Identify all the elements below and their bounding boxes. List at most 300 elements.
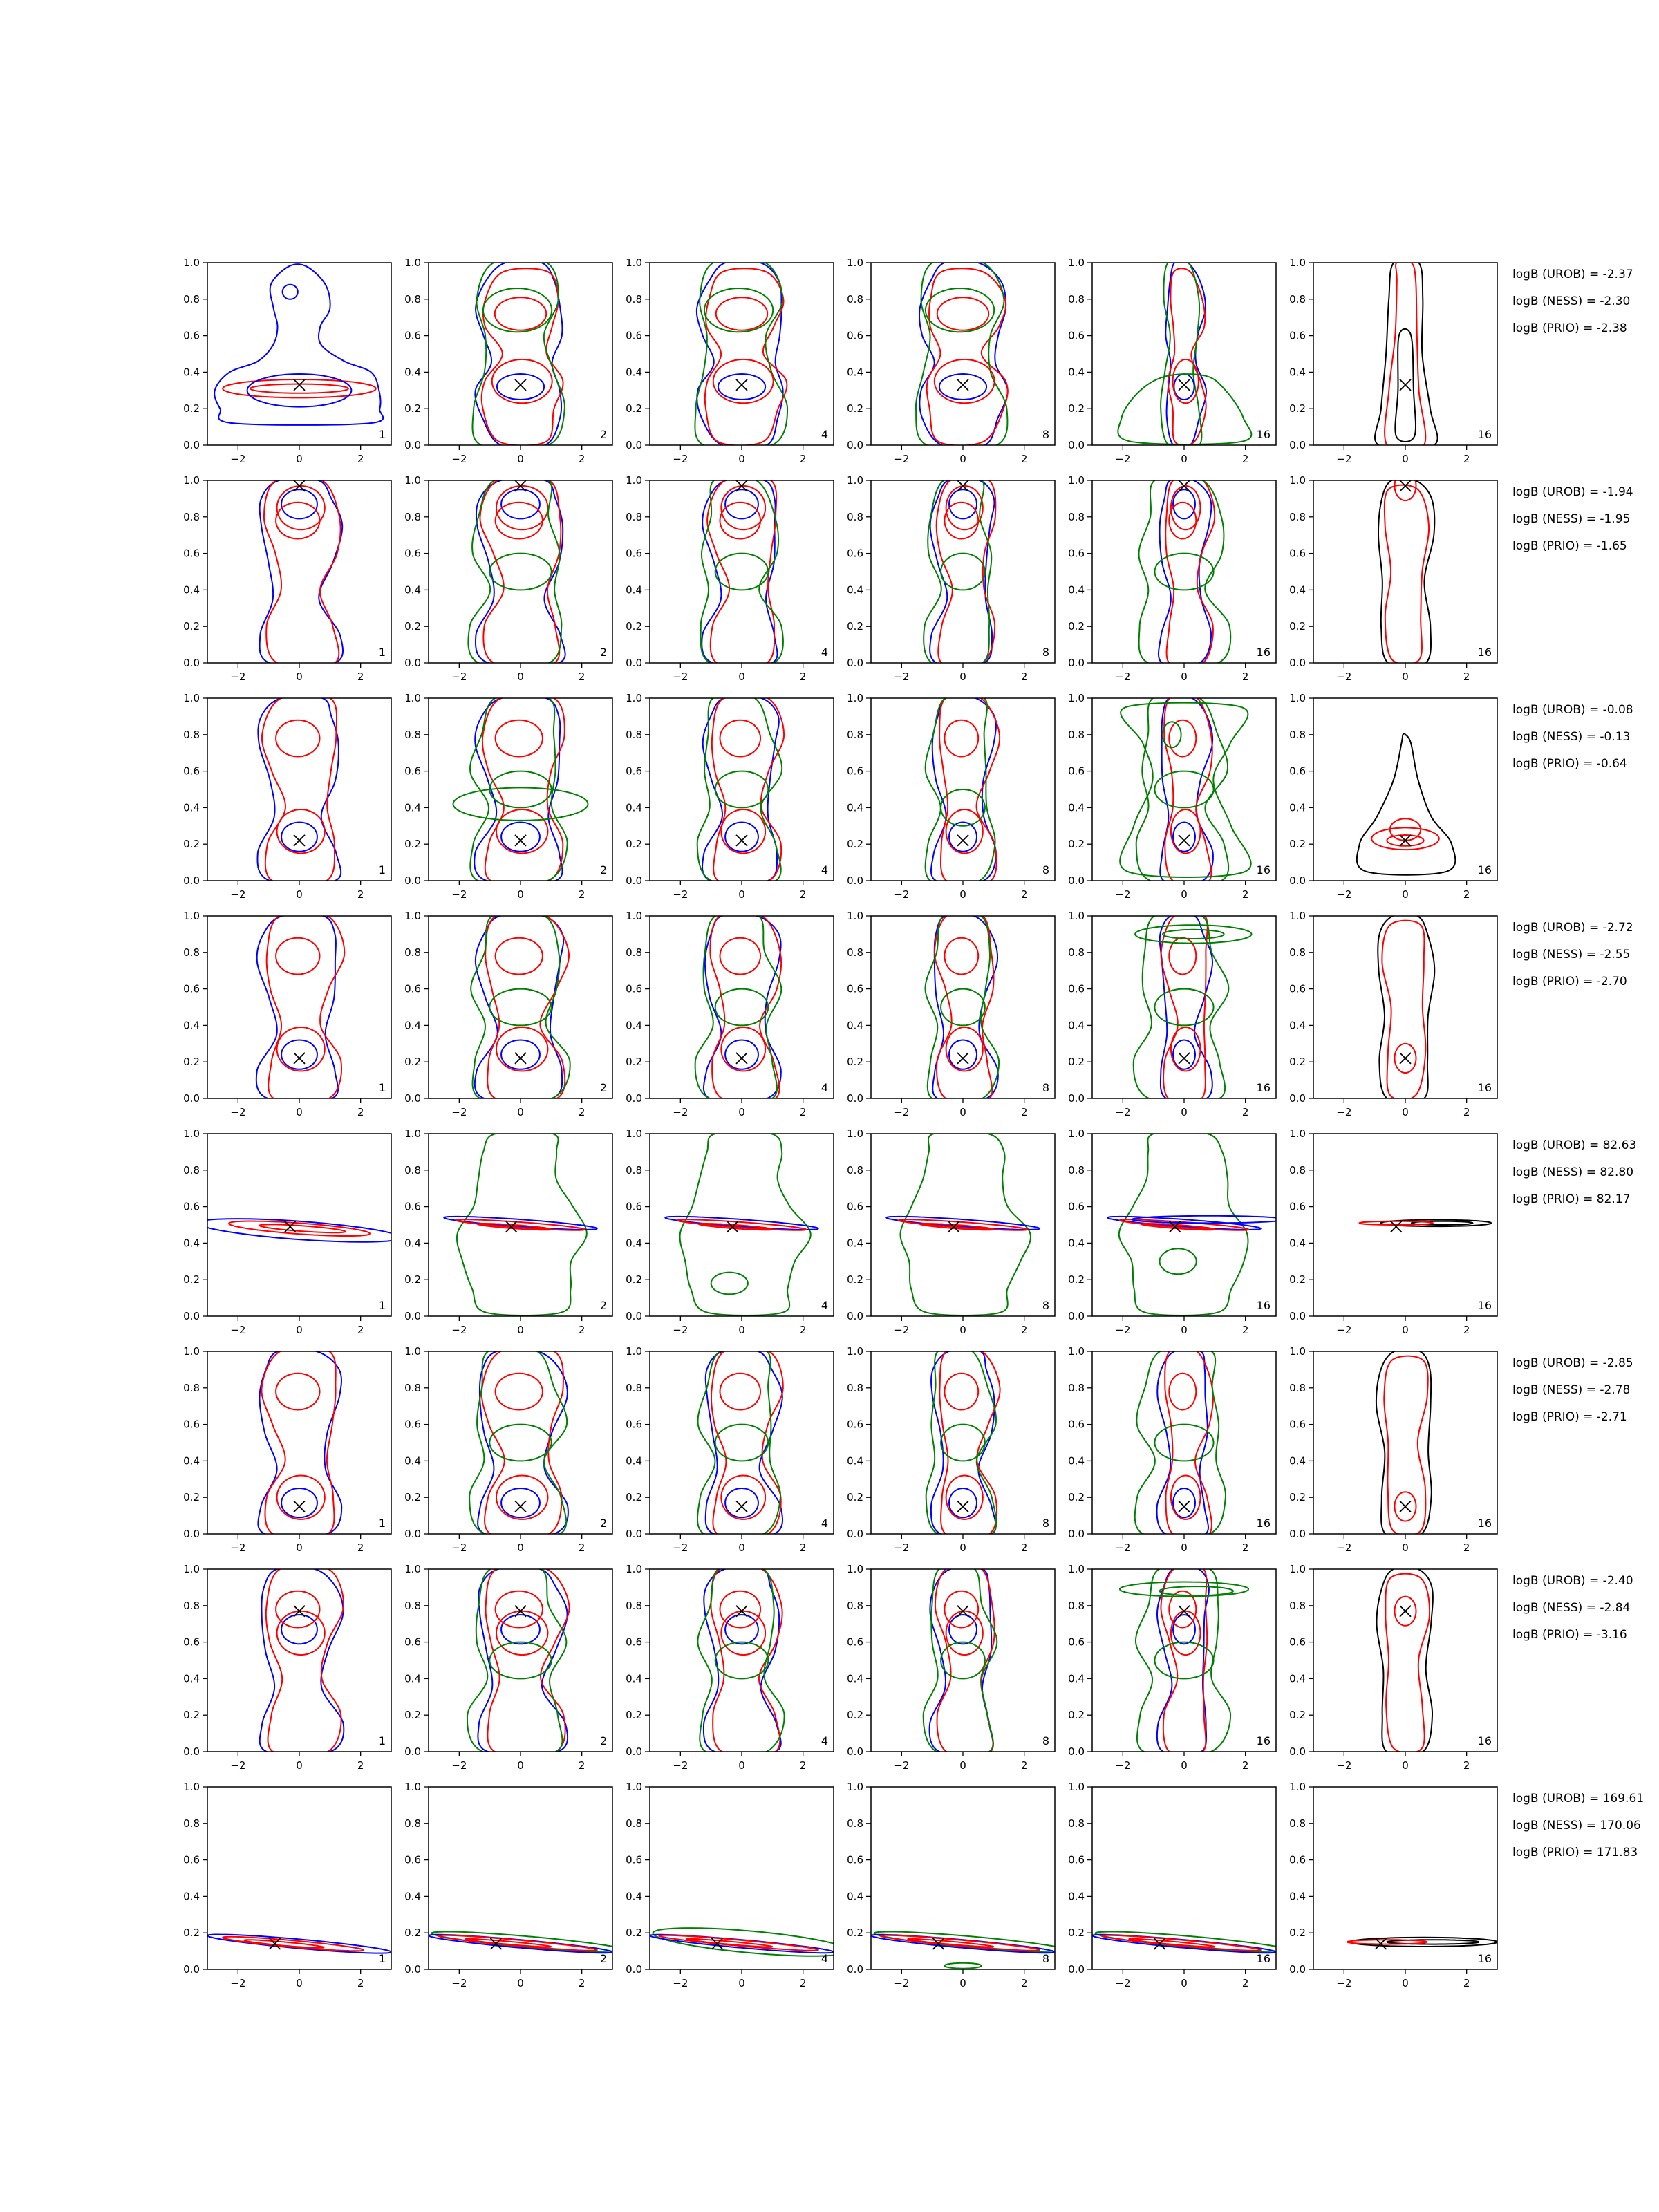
contour-line xyxy=(721,809,765,853)
y-tick-label: 1.0 xyxy=(847,474,863,487)
contour-line xyxy=(721,1476,765,1519)
contour-group xyxy=(695,258,787,449)
y-tick-label: 0.2 xyxy=(847,620,863,633)
y-tick-label: 1.0 xyxy=(847,910,863,922)
contour-line xyxy=(710,911,781,1103)
y-tick-label: 0.8 xyxy=(847,510,863,523)
contour-line xyxy=(718,374,765,400)
x-tick-label: 2 xyxy=(1463,1324,1470,1336)
contour-line xyxy=(281,1488,317,1517)
contour-line xyxy=(946,1027,983,1071)
axes-frame xyxy=(650,1569,834,1752)
contour-line xyxy=(489,1642,551,1679)
contour-line xyxy=(941,1642,985,1679)
logb-annotation: logB (UROB) = -2.40 xyxy=(1512,1574,1633,1588)
y-tick-label: 1.0 xyxy=(847,1563,863,1575)
x-tick-label: 0 xyxy=(1181,1759,1188,1772)
logb-annotation: logB (UROB) = -1.94 xyxy=(1512,485,1633,499)
panel-label: 16 xyxy=(1477,1081,1492,1094)
y-tick-label: 0.6 xyxy=(183,1200,200,1213)
y-tick-label: 0.0 xyxy=(404,1745,421,1758)
y-tick-label: 0.6 xyxy=(183,547,200,560)
x-tick-label: −2 xyxy=(451,888,467,901)
y-tick-label: 0.4 xyxy=(626,801,642,814)
x-tick-label: 2 xyxy=(578,1759,585,1772)
y-tick-label: 0.8 xyxy=(183,292,200,306)
panel-r1-c3 xyxy=(626,256,834,465)
x-tick-label: −2 xyxy=(1336,1759,1352,1772)
y-tick-label: 1.0 xyxy=(626,692,642,704)
contour-line xyxy=(711,1347,783,1538)
x-tick-label: −2 xyxy=(230,1977,246,1989)
y-tick-label: 1.0 xyxy=(626,1127,642,1140)
contour-group xyxy=(924,476,995,667)
y-tick-label: 0.0 xyxy=(847,1745,863,1758)
contour-line xyxy=(725,1615,758,1644)
x-tick-label: −2 xyxy=(230,1106,246,1118)
panel-label: 8 xyxy=(1042,863,1049,877)
y-tick-label: 0.6 xyxy=(847,982,863,995)
contour-group xyxy=(1107,1132,1285,1315)
true-value-marker xyxy=(1400,1053,1411,1064)
y-tick-label: 0.6 xyxy=(626,982,642,995)
y-tick-label: 0.0 xyxy=(1068,1310,1085,1322)
y-tick-label: 0.4 xyxy=(1289,583,1306,597)
y-tick-label: 0.8 xyxy=(404,1817,421,1830)
x-tick-label: −2 xyxy=(230,1541,246,1554)
y-tick-label: 1.0 xyxy=(847,1127,863,1140)
x-tick-label: 2 xyxy=(799,1106,807,1118)
x-tick-label: −2 xyxy=(673,1759,688,1772)
contour-line xyxy=(223,379,376,397)
x-tick-label: 2 xyxy=(799,888,807,901)
y-tick-label: 0.4 xyxy=(183,801,200,814)
contour-line xyxy=(916,258,1008,449)
y-tick-label: 0.6 xyxy=(626,547,642,560)
y-tick-label: 0.0 xyxy=(847,657,863,669)
panel-label: 4 xyxy=(821,1734,828,1747)
panel-label: 2 xyxy=(599,646,607,659)
y-tick-label: 1.0 xyxy=(404,474,421,487)
panel-r6-c1 xyxy=(183,1345,391,1554)
x-tick-label: 2 xyxy=(1020,888,1028,901)
contour-line xyxy=(924,476,991,667)
panel-r8-c1 xyxy=(183,1781,391,1989)
y-tick-label: 0.0 xyxy=(847,874,863,887)
axes-frame xyxy=(207,480,391,663)
y-tick-label: 0.4 xyxy=(1289,366,1306,379)
x-tick-label: −2 xyxy=(451,453,467,465)
y-tick-label: 0.4 xyxy=(1068,1019,1085,1032)
x-tick-label: −2 xyxy=(1115,1106,1131,1118)
panel-label: 16 xyxy=(1256,646,1271,659)
contour-line xyxy=(1375,258,1438,449)
y-tick-label: 0.8 xyxy=(404,1381,421,1394)
axes-frame xyxy=(207,263,391,445)
y-tick-label: 0.6 xyxy=(626,1200,642,1213)
panel-label: 16 xyxy=(1256,1517,1271,1530)
true-value-marker xyxy=(1179,379,1190,391)
y-tick-label: 0.8 xyxy=(183,946,200,959)
y-tick-label: 0.0 xyxy=(183,439,200,451)
x-tick-label: −2 xyxy=(1336,1106,1352,1118)
true-value-marker xyxy=(1179,1501,1190,1512)
y-tick-label: 0.2 xyxy=(183,402,200,415)
x-tick-label: 0 xyxy=(1181,1106,1188,1118)
y-tick-label: 1.0 xyxy=(1289,910,1306,922)
y-tick-label: 0.6 xyxy=(404,547,421,560)
y-tick-label: 1.0 xyxy=(404,1563,421,1575)
contour-line xyxy=(496,1374,543,1410)
y-tick-label: 0.6 xyxy=(404,1853,421,1866)
contour-line xyxy=(1171,1611,1201,1655)
x-tick-label: 2 xyxy=(357,1759,364,1772)
contour-line xyxy=(496,720,543,757)
logb-annotation: logB (PRIO) = 82.17 xyxy=(1512,1192,1631,1206)
true-value-marker xyxy=(1400,379,1411,391)
contour-group xyxy=(871,1931,1070,1968)
contour-line xyxy=(229,1221,370,1237)
y-tick-label: 0.2 xyxy=(847,402,863,415)
true-value-marker xyxy=(1400,1501,1411,1512)
contour-group xyxy=(429,1931,628,1953)
y-tick-label: 0.2 xyxy=(1289,1056,1306,1069)
x-tick-label: 0 xyxy=(517,453,524,465)
contour-line xyxy=(1138,476,1230,667)
contour-line xyxy=(1390,818,1421,841)
contour-line xyxy=(1357,733,1456,875)
y-tick-label: 0.4 xyxy=(1289,1454,1306,1468)
y-tick-label: 0.0 xyxy=(1068,874,1085,887)
contour-line xyxy=(721,486,765,529)
x-tick-label: −2 xyxy=(894,453,910,465)
x-tick-label: 0 xyxy=(738,453,745,465)
x-tick-label: −2 xyxy=(673,1541,688,1554)
panel-r1-c4 xyxy=(847,256,1055,465)
contour-line xyxy=(489,989,551,1026)
contour-line xyxy=(704,288,773,332)
y-tick-label: 0.2 xyxy=(626,402,642,415)
contour-line xyxy=(715,1425,769,1461)
contour-line xyxy=(924,1564,997,1756)
y-tick-label: 0.6 xyxy=(626,329,642,342)
x-tick-label: 0 xyxy=(1181,1541,1188,1554)
contour-group xyxy=(926,693,1000,885)
logb-annotation: logB (PRIO) = -2.38 xyxy=(1512,321,1627,335)
contour-line xyxy=(485,1564,569,1756)
panel-label: 1 xyxy=(378,1952,386,1965)
contour-group xyxy=(1134,911,1252,1103)
y-tick-label: 1.0 xyxy=(847,256,863,269)
contour-line xyxy=(946,1611,983,1655)
x-tick-label: −2 xyxy=(1336,1977,1352,1989)
y-tick-label: 0.6 xyxy=(404,1418,421,1431)
y-tick-label: 1.0 xyxy=(404,692,421,704)
x-tick-label: −2 xyxy=(1115,1541,1131,1554)
true-value-marker xyxy=(957,379,968,391)
x-tick-label: 0 xyxy=(296,453,303,465)
contour-line xyxy=(277,809,325,853)
panel-label: 4 xyxy=(821,428,828,441)
x-tick-label: 0 xyxy=(1402,1977,1409,1989)
panel-r6-c5 xyxy=(1068,1345,1276,1554)
x-tick-label: 2 xyxy=(799,1759,807,1772)
panel-label: 8 xyxy=(1042,1517,1049,1530)
y-tick-label: 0.4 xyxy=(404,583,421,597)
y-tick-label: 1.0 xyxy=(626,1345,642,1358)
contour-line xyxy=(1169,720,1196,757)
logb-annotation: logB (NESS) = -2.55 xyxy=(1512,948,1631,962)
x-tick-label: 2 xyxy=(1020,1759,1028,1772)
contour-line xyxy=(944,1374,978,1410)
panel-r6-c2 xyxy=(404,1345,612,1554)
y-tick-label: 0.0 xyxy=(183,1745,200,1758)
x-tick-label: 2 xyxy=(1463,1106,1470,1118)
panel-label: 16 xyxy=(1477,646,1492,659)
true-value-marker xyxy=(294,1053,305,1064)
axes-frame xyxy=(1313,263,1497,445)
y-tick-label: 0.8 xyxy=(626,1817,642,1830)
panel-r6-c3 xyxy=(626,1345,834,1554)
panel-label: 1 xyxy=(378,1734,386,1747)
y-tick-label: 0.2 xyxy=(847,1709,863,1722)
logb-annotation: logB (PRIO) = -3.16 xyxy=(1512,1628,1627,1642)
contour-group xyxy=(1120,1564,1248,1756)
y-tick-label: 0.0 xyxy=(1289,1745,1306,1758)
x-tick-label: −2 xyxy=(894,1324,910,1336)
y-tick-label: 0.0 xyxy=(1068,1745,1085,1758)
y-tick-label: 0.0 xyxy=(626,1963,642,1976)
logb-annotation: logB (NESS) = -2.30 xyxy=(1512,294,1631,308)
y-tick-label: 0.4 xyxy=(847,583,863,597)
y-tick-label: 1.0 xyxy=(1068,474,1085,487)
y-tick-label: 0.8 xyxy=(1289,510,1306,523)
contour-line xyxy=(471,911,570,1103)
logb-annotation: logB (PRIO) = -0.64 xyxy=(1512,757,1627,771)
y-tick-label: 0.6 xyxy=(847,765,863,778)
x-tick-label: 0 xyxy=(1402,1324,1409,1336)
contour-group xyxy=(1376,1349,1432,1539)
contour-line xyxy=(926,1347,997,1538)
y-tick-label: 0.0 xyxy=(1289,874,1306,887)
x-tick-label: 0 xyxy=(738,1324,745,1336)
panel-r6-c6 xyxy=(1289,1345,1497,1554)
contour-line xyxy=(937,297,988,330)
contour-group xyxy=(257,693,341,885)
panel-r4-c4 xyxy=(847,910,1055,1118)
panel-label: 8 xyxy=(1042,428,1049,441)
y-tick-label: 0.0 xyxy=(183,874,200,887)
axes-frame xyxy=(650,480,834,663)
y-tick-label: 0.8 xyxy=(847,1599,863,1612)
panel-r8-c4 xyxy=(847,1781,1070,1989)
contour-line xyxy=(1171,809,1201,853)
y-tick-label: 1.0 xyxy=(1289,474,1306,487)
y-tick-label: 0.6 xyxy=(626,1853,642,1866)
axes-frame xyxy=(1313,698,1497,881)
panel-label: 16 xyxy=(1477,1952,1492,1965)
contour-line xyxy=(949,1040,977,1069)
x-tick-label: 0 xyxy=(296,1977,303,1989)
panel-label: 2 xyxy=(599,428,607,441)
panel-r8-c2 xyxy=(404,1781,628,1989)
contour-group xyxy=(916,258,1008,449)
x-tick-label: −2 xyxy=(451,671,467,683)
y-tick-label: 1.0 xyxy=(847,1781,863,1793)
panel-r4-c1 xyxy=(183,910,391,1118)
logb-annotation: logB (NESS) = -0.13 xyxy=(1512,730,1631,744)
y-tick-label: 0.4 xyxy=(404,1454,421,1468)
panel-label: 16 xyxy=(1256,1952,1271,1965)
y-tick-label: 0.6 xyxy=(404,1635,421,1649)
contour-group xyxy=(926,1347,1000,1538)
contour-line xyxy=(935,359,995,403)
contour-line xyxy=(276,503,319,539)
y-tick-label: 0.6 xyxy=(626,1418,642,1431)
panel-label: 4 xyxy=(821,646,828,659)
y-tick-label: 0.2 xyxy=(1289,1273,1306,1286)
y-tick-label: 0.4 xyxy=(404,366,421,379)
panel-r3-c1 xyxy=(183,692,391,901)
contour-line xyxy=(946,1476,983,1519)
y-tick-label: 0.6 xyxy=(1289,1200,1306,1213)
y-tick-label: 0.0 xyxy=(183,1963,200,1976)
y-tick-label: 0.8 xyxy=(847,946,863,959)
x-tick-label: −2 xyxy=(673,888,688,901)
x-tick-label: −2 xyxy=(1336,1324,1352,1336)
contour-group xyxy=(1375,258,1438,452)
contour-line xyxy=(214,264,383,425)
x-tick-label: 0 xyxy=(959,1324,966,1336)
y-tick-label: 0.2 xyxy=(404,1491,421,1504)
contour-line xyxy=(944,938,978,975)
contour-line xyxy=(277,486,325,529)
y-tick-label: 0.2 xyxy=(183,838,200,851)
y-tick-label: 1.0 xyxy=(183,1563,200,1575)
y-tick-label: 0.0 xyxy=(183,1528,200,1540)
logb-annotation: logB (NESS) = -1.95 xyxy=(1512,512,1631,526)
panel-label: 16 xyxy=(1256,1734,1271,1747)
panel-label: 8 xyxy=(1042,1299,1049,1312)
y-tick-label: 0.4 xyxy=(626,366,642,379)
y-tick-label: 0.8 xyxy=(626,1163,642,1177)
contour-line xyxy=(489,554,551,590)
x-tick-label: −2 xyxy=(1115,671,1131,683)
x-tick-label: −2 xyxy=(230,1759,246,1772)
contour-group xyxy=(471,911,570,1103)
y-tick-label: 0.2 xyxy=(626,620,642,633)
true-value-marker xyxy=(1391,1221,1402,1232)
contour-group xyxy=(665,1132,818,1315)
true-value-marker xyxy=(1179,1053,1190,1064)
x-tick-label: 2 xyxy=(357,453,364,465)
y-tick-label: 0.4 xyxy=(847,1019,863,1032)
contour-line xyxy=(1169,1374,1196,1410)
y-tick-label: 0.6 xyxy=(1068,547,1085,560)
contour-line xyxy=(1171,1027,1201,1071)
panel-label: 16 xyxy=(1256,863,1271,877)
panel-label: 1 xyxy=(378,1299,386,1312)
panel-r8-c5 xyxy=(1068,1781,1291,1989)
panel-r4-c2 xyxy=(404,910,612,1118)
y-tick-label: 0.2 xyxy=(626,838,642,851)
contour-group xyxy=(453,693,588,885)
contour-line xyxy=(721,1027,765,1071)
panel-r5-c4 xyxy=(847,1127,1055,1336)
y-tick-label: 0.4 xyxy=(847,1672,863,1685)
y-tick-label: 0.8 xyxy=(626,1599,642,1612)
x-tick-label: 0 xyxy=(1402,1541,1409,1554)
y-tick-label: 0.6 xyxy=(183,765,200,778)
contour-group xyxy=(650,1928,849,1956)
y-tick-label: 0.4 xyxy=(1289,1672,1306,1685)
contour-line xyxy=(492,359,552,403)
y-tick-label: 1.0 xyxy=(1289,1781,1306,1793)
x-tick-label: −2 xyxy=(451,1106,467,1118)
contour-line xyxy=(946,486,983,529)
contour-line xyxy=(701,476,783,667)
y-tick-label: 0.4 xyxy=(626,1672,642,1685)
y-tick-label: 0.4 xyxy=(1289,1890,1306,1903)
panel-label: 2 xyxy=(599,1734,607,1747)
y-tick-label: 0.8 xyxy=(1068,1381,1085,1394)
contour-group xyxy=(697,1564,784,1756)
axes-frame xyxy=(1092,480,1276,663)
x-tick-label: −2 xyxy=(894,1106,910,1118)
panel-r3-c2 xyxy=(404,692,612,901)
x-tick-label: 2 xyxy=(1463,1759,1470,1772)
y-tick-label: 0.4 xyxy=(847,366,863,379)
panel-label: 16 xyxy=(1477,1734,1492,1747)
y-tick-label: 0.2 xyxy=(847,1927,863,1940)
x-tick-label: 2 xyxy=(578,453,585,465)
panel-r2-c6 xyxy=(1289,471,1497,683)
x-tick-label: 2 xyxy=(1241,1977,1249,1989)
x-tick-label: 2 xyxy=(1241,1106,1249,1118)
y-tick-label: 0.8 xyxy=(404,292,421,306)
contour-line xyxy=(1174,374,1194,400)
contour-line xyxy=(720,720,761,757)
contour-line xyxy=(489,771,551,808)
x-tick-label: 0 xyxy=(738,671,745,683)
true-value-marker xyxy=(957,1053,968,1064)
y-tick-label: 1.0 xyxy=(183,692,200,704)
x-tick-label: −2 xyxy=(451,1324,467,1336)
axes-frame xyxy=(871,263,1055,445)
x-tick-label: 0 xyxy=(959,888,966,901)
y-tick-label: 0.4 xyxy=(1068,1890,1085,1903)
x-tick-label: 2 xyxy=(1241,671,1249,683)
x-tick-label: 0 xyxy=(517,888,524,901)
y-tick-label: 0.0 xyxy=(626,1092,642,1105)
contour-line xyxy=(1378,914,1434,1103)
logb-annotation: logB (UROB) = -2.85 xyxy=(1512,1356,1633,1370)
y-tick-label: 0.2 xyxy=(404,1056,421,1069)
contour-line xyxy=(276,1374,319,1410)
x-tick-label: 2 xyxy=(578,1324,585,1336)
contour-line xyxy=(715,554,769,590)
contour-line xyxy=(1171,1476,1201,1519)
y-tick-label: 0.8 xyxy=(1068,1817,1085,1830)
x-tick-label: 0 xyxy=(517,1759,524,1772)
x-tick-label: 0 xyxy=(959,1759,966,1772)
contour-line xyxy=(496,1027,548,1071)
x-tick-label: −2 xyxy=(230,1324,246,1336)
x-tick-label: 2 xyxy=(1463,671,1470,683)
x-tick-label: −2 xyxy=(673,1977,688,1989)
contour-group xyxy=(701,476,783,667)
y-tick-label: 1.0 xyxy=(404,1781,421,1793)
